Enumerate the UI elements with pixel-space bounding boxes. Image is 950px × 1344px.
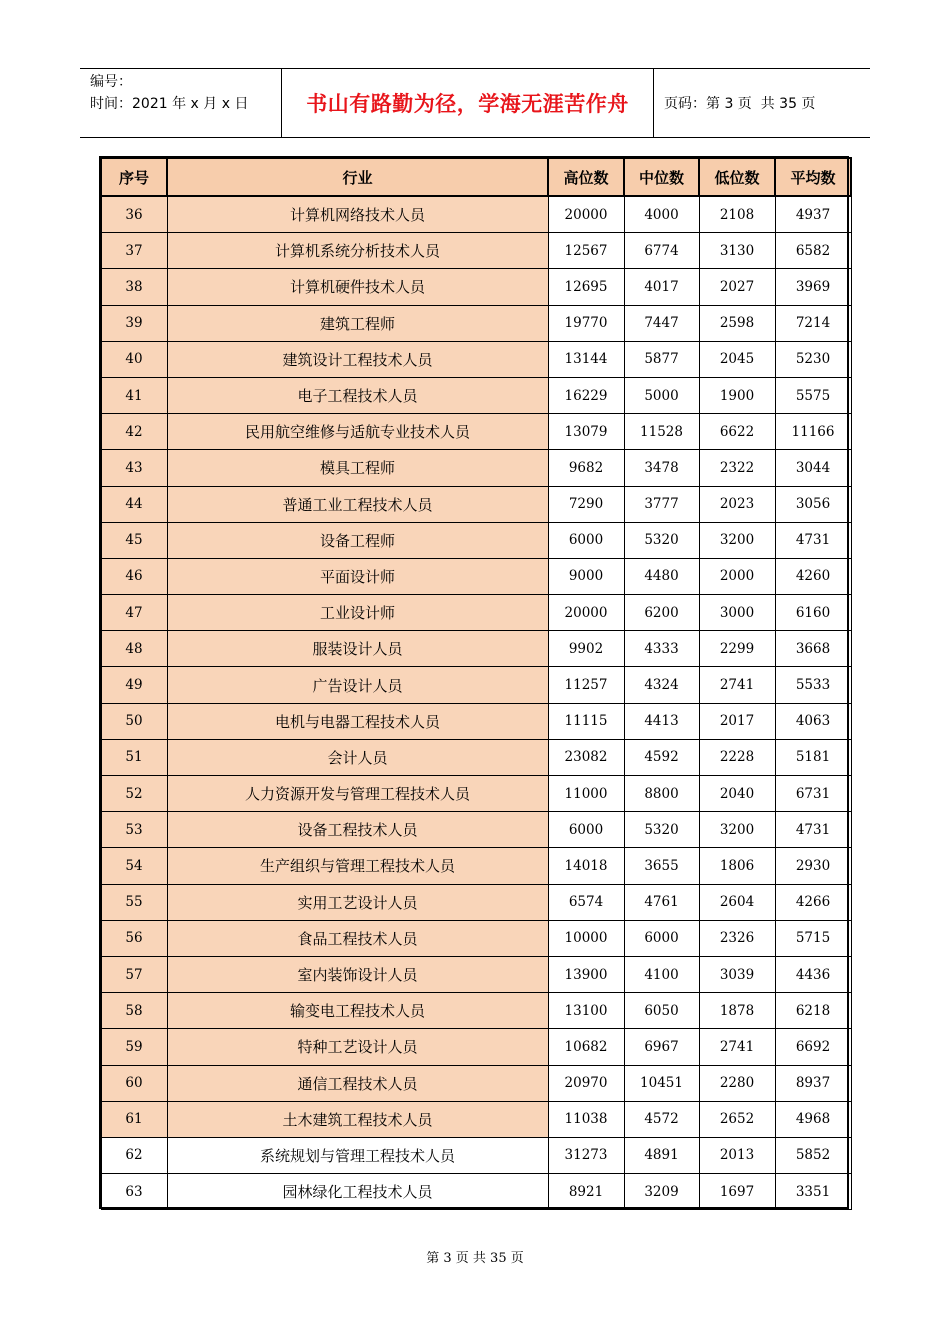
col-header-industry: 行业 bbox=[167, 158, 548, 196]
cell-industry: 电机与电器工程技术人员 bbox=[167, 703, 548, 739]
cell-average: 4937 bbox=[775, 196, 851, 233]
cell-high: 8921 bbox=[548, 1174, 624, 1210]
cell-index: 42 bbox=[101, 414, 167, 450]
cell-low: 3200 bbox=[699, 522, 775, 558]
table-row bbox=[101, 703, 851, 739]
cell-median: 5000 bbox=[624, 377, 699, 413]
cell-index: 46 bbox=[101, 558, 167, 594]
salary-table bbox=[100, 157, 852, 1210]
cell-industry: 输变电工程技术人员 bbox=[167, 993, 548, 1029]
cell-industry: 模具工程师 bbox=[167, 450, 548, 486]
cell-average: 5852 bbox=[775, 1137, 851, 1173]
cell-high: 11115 bbox=[548, 703, 624, 739]
cell-index: 57 bbox=[101, 956, 167, 992]
cell-median: 3209 bbox=[624, 1174, 699, 1210]
cell-average: 4266 bbox=[775, 884, 851, 920]
cell-low: 2299 bbox=[699, 631, 775, 667]
table-row bbox=[101, 1065, 851, 1101]
cell-low: 2000 bbox=[699, 558, 775, 594]
cell-average: 6731 bbox=[775, 776, 851, 812]
cell-industry: 建筑工程师 bbox=[167, 305, 548, 341]
cell-index: 52 bbox=[101, 776, 167, 812]
cell-industry: 广告设计人员 bbox=[167, 667, 548, 703]
cell-index: 41 bbox=[101, 377, 167, 413]
cell-high: 12567 bbox=[548, 233, 624, 269]
cell-index: 56 bbox=[101, 920, 167, 956]
cell-industry: 系统规划与管理工程技术人员 bbox=[167, 1137, 548, 1173]
cell-average: 3056 bbox=[775, 486, 851, 522]
cell-median: 4333 bbox=[624, 631, 699, 667]
table-row bbox=[101, 920, 851, 956]
cell-median: 4761 bbox=[624, 884, 699, 920]
cell-average: 2930 bbox=[775, 848, 851, 884]
page-info: 页码：第 3 页 共 35 页 bbox=[664, 96, 816, 112]
cell-high: 20000 bbox=[548, 595, 624, 631]
cell-high: 6000 bbox=[548, 522, 624, 558]
cell-median: 6774 bbox=[624, 233, 699, 269]
cell-average: 4436 bbox=[775, 956, 851, 992]
table-row bbox=[101, 739, 851, 775]
cell-high: 10000 bbox=[548, 920, 624, 956]
cell-high: 13144 bbox=[548, 341, 624, 377]
cell-industry: 建筑设计工程技术人员 bbox=[167, 341, 548, 377]
table-row bbox=[101, 956, 851, 992]
cell-median: 5877 bbox=[624, 341, 699, 377]
cell-median: 6050 bbox=[624, 993, 699, 1029]
cell-high: 10682 bbox=[548, 1029, 624, 1065]
cell-average: 6160 bbox=[775, 595, 851, 631]
cell-industry: 平面设计师 bbox=[167, 558, 548, 594]
cell-industry: 电子工程技术人员 bbox=[167, 377, 548, 413]
cell-low: 1900 bbox=[699, 377, 775, 413]
cell-index: 58 bbox=[101, 993, 167, 1029]
cell-average: 5575 bbox=[775, 377, 851, 413]
cell-index: 62 bbox=[101, 1137, 167, 1173]
cell-high: 6574 bbox=[548, 884, 624, 920]
cell-index: 50 bbox=[101, 703, 167, 739]
cell-high: 12695 bbox=[548, 269, 624, 305]
cell-average: 5533 bbox=[775, 667, 851, 703]
cell-average: 5181 bbox=[775, 739, 851, 775]
cell-index: 38 bbox=[101, 269, 167, 305]
cell-high: 11038 bbox=[548, 1101, 624, 1137]
table-row bbox=[101, 1137, 851, 1173]
cell-median: 6000 bbox=[624, 920, 699, 956]
cell-high: 13079 bbox=[548, 414, 624, 450]
cell-low: 2013 bbox=[699, 1137, 775, 1173]
cell-low: 2045 bbox=[699, 341, 775, 377]
cell-index: 51 bbox=[101, 739, 167, 775]
cell-average: 3969 bbox=[775, 269, 851, 305]
cell-industry: 普通工业工程技术人员 bbox=[167, 486, 548, 522]
cell-low: 2322 bbox=[699, 450, 775, 486]
cell-average: 6218 bbox=[775, 993, 851, 1029]
cell-index: 63 bbox=[101, 1174, 167, 1210]
table-row bbox=[101, 196, 851, 233]
cell-industry: 计算机系统分析技术人员 bbox=[167, 233, 548, 269]
cell-low: 3200 bbox=[699, 812, 775, 848]
number-label: 编号： bbox=[90, 74, 132, 90]
cell-industry: 设备工程师 bbox=[167, 522, 548, 558]
cell-low: 2023 bbox=[699, 486, 775, 522]
cell-industry: 特种工艺设计人员 bbox=[167, 1029, 548, 1065]
table-header-row bbox=[101, 158, 851, 196]
cell-industry: 通信工程技术人员 bbox=[167, 1065, 548, 1101]
time-label: 时间：2021 年 x 月 x 日 bbox=[90, 96, 249, 112]
cell-low: 2741 bbox=[699, 667, 775, 703]
col-header-median: 中位数 bbox=[624, 158, 699, 196]
cell-median: 4891 bbox=[624, 1137, 699, 1173]
col-header-low: 低位数 bbox=[699, 158, 775, 196]
table-row bbox=[101, 776, 851, 812]
cell-low: 2652 bbox=[699, 1101, 775, 1137]
cell-median: 4572 bbox=[624, 1101, 699, 1137]
cell-index: 54 bbox=[101, 848, 167, 884]
cell-high: 9902 bbox=[548, 631, 624, 667]
cell-index: 43 bbox=[101, 450, 167, 486]
header-motto-cell bbox=[282, 69, 654, 137]
cell-high: 9000 bbox=[548, 558, 624, 594]
header-meta bbox=[80, 69, 282, 137]
cell-index: 48 bbox=[101, 631, 167, 667]
cell-median: 4000 bbox=[624, 196, 699, 233]
cell-average: 11166 bbox=[775, 414, 851, 450]
cell-median: 4324 bbox=[624, 667, 699, 703]
cell-industry: 工业设计师 bbox=[167, 595, 548, 631]
cell-index: 45 bbox=[101, 522, 167, 558]
cell-low: 3039 bbox=[699, 956, 775, 992]
cell-median: 6200 bbox=[624, 595, 699, 631]
cell-index: 39 bbox=[101, 305, 167, 341]
cell-high: 13900 bbox=[548, 956, 624, 992]
cell-median: 3478 bbox=[624, 450, 699, 486]
cell-average: 6692 bbox=[775, 1029, 851, 1065]
cell-industry: 服装设计人员 bbox=[167, 631, 548, 667]
cell-high: 6000 bbox=[548, 812, 624, 848]
cell-median: 4413 bbox=[624, 703, 699, 739]
cell-index: 60 bbox=[101, 1065, 167, 1101]
cell-high: 19770 bbox=[548, 305, 624, 341]
cell-low: 3130 bbox=[699, 233, 775, 269]
cell-high: 20000 bbox=[548, 196, 624, 233]
cell-index: 61 bbox=[101, 1101, 167, 1137]
cell-average: 4260 bbox=[775, 558, 851, 594]
cell-high: 16229 bbox=[548, 377, 624, 413]
cell-industry: 计算机网络技术人员 bbox=[167, 196, 548, 233]
cell-median: 4480 bbox=[624, 558, 699, 594]
cell-high: 11257 bbox=[548, 667, 624, 703]
col-header-high: 高位数 bbox=[548, 158, 624, 196]
cell-average: 4968 bbox=[775, 1101, 851, 1137]
cell-low: 2017 bbox=[699, 703, 775, 739]
cell-median: 3655 bbox=[624, 848, 699, 884]
cell-index: 47 bbox=[101, 595, 167, 631]
cell-median: 6967 bbox=[624, 1029, 699, 1065]
table-row bbox=[101, 269, 851, 305]
cell-industry: 民用航空维修与适航专业技术人员 bbox=[167, 414, 548, 450]
cell-low: 6622 bbox=[699, 414, 775, 450]
cell-index: 53 bbox=[101, 812, 167, 848]
table-row bbox=[101, 486, 851, 522]
cell-industry: 人力资源开发与管理工程技术人员 bbox=[167, 776, 548, 812]
cell-index: 59 bbox=[101, 1029, 167, 1065]
table-row bbox=[101, 848, 851, 884]
col-header-index: 序号 bbox=[101, 158, 167, 196]
cell-industry: 会计人员 bbox=[167, 739, 548, 775]
cell-low: 3000 bbox=[699, 595, 775, 631]
table-row bbox=[101, 377, 851, 413]
cell-median: 10451 bbox=[624, 1065, 699, 1101]
cell-low: 2027 bbox=[699, 269, 775, 305]
cell-high: 14018 bbox=[548, 848, 624, 884]
cell-median: 4100 bbox=[624, 956, 699, 992]
cell-average: 4731 bbox=[775, 522, 851, 558]
cell-average: 3351 bbox=[775, 1174, 851, 1210]
table-row bbox=[101, 1029, 851, 1065]
cell-average: 6582 bbox=[775, 233, 851, 269]
cell-industry: 室内装饰设计人员 bbox=[167, 956, 548, 992]
cell-low: 2326 bbox=[699, 920, 775, 956]
cell-low: 1806 bbox=[699, 848, 775, 884]
cell-low: 2108 bbox=[699, 196, 775, 233]
table-row bbox=[101, 667, 851, 703]
cell-high: 7290 bbox=[548, 486, 624, 522]
cell-average: 8937 bbox=[775, 1065, 851, 1101]
cell-average: 3044 bbox=[775, 450, 851, 486]
table-row bbox=[101, 1174, 851, 1210]
page-header bbox=[80, 68, 870, 138]
cell-low: 1878 bbox=[699, 993, 775, 1029]
cell-average: 4731 bbox=[775, 812, 851, 848]
col-header-average: 平均数 bbox=[775, 158, 851, 196]
table-row bbox=[101, 522, 851, 558]
cell-index: 37 bbox=[101, 233, 167, 269]
table-row bbox=[101, 414, 851, 450]
cell-median: 11528 bbox=[624, 414, 699, 450]
cell-index: 40 bbox=[101, 341, 167, 377]
cell-average: 5230 bbox=[775, 341, 851, 377]
cell-industry: 生产组织与管理工程技术人员 bbox=[167, 848, 548, 884]
table-row bbox=[101, 450, 851, 486]
cell-high: 20970 bbox=[548, 1065, 624, 1101]
table-row bbox=[101, 812, 851, 848]
table-row bbox=[101, 631, 851, 667]
page-footer: 第 3 页 共 35 页 bbox=[426, 1251, 524, 1266]
table-row bbox=[101, 1101, 851, 1137]
cell-low: 1697 bbox=[699, 1174, 775, 1210]
cell-high: 13100 bbox=[548, 993, 624, 1029]
cell-industry: 设备工程技术人员 bbox=[167, 812, 548, 848]
cell-low: 2741 bbox=[699, 1029, 775, 1065]
cell-median: 4017 bbox=[624, 269, 699, 305]
cell-median: 8800 bbox=[624, 776, 699, 812]
table-row bbox=[101, 233, 851, 269]
cell-median: 3777 bbox=[624, 486, 699, 522]
cell-low: 2598 bbox=[699, 305, 775, 341]
cell-median: 4592 bbox=[624, 739, 699, 775]
cell-index: 55 bbox=[101, 884, 167, 920]
table-row bbox=[101, 341, 851, 377]
cell-industry: 计算机硬件技术人员 bbox=[167, 269, 548, 305]
cell-low: 2040 bbox=[699, 776, 775, 812]
motto-text: 书山有路勤为径，学海无涯苦作舟 bbox=[306, 92, 629, 116]
table-row bbox=[101, 558, 851, 594]
header-page-info-cell bbox=[654, 69, 870, 137]
table-row bbox=[101, 884, 851, 920]
cell-index: 36 bbox=[101, 196, 167, 233]
cell-high: 31273 bbox=[548, 1137, 624, 1173]
cell-high: 9682 bbox=[548, 450, 624, 486]
cell-median: 5320 bbox=[624, 522, 699, 558]
cell-median: 7447 bbox=[624, 305, 699, 341]
cell-average: 7214 bbox=[775, 305, 851, 341]
cell-index: 44 bbox=[101, 486, 167, 522]
cell-industry: 实用工艺设计人员 bbox=[167, 884, 548, 920]
cell-high: 23082 bbox=[548, 739, 624, 775]
cell-industry: 食品工程技术人员 bbox=[167, 920, 548, 956]
cell-average: 4063 bbox=[775, 703, 851, 739]
cell-industry: 园林绿化工程技术人员 bbox=[167, 1174, 548, 1210]
table-row bbox=[101, 305, 851, 341]
table-body bbox=[101, 196, 851, 1210]
cell-average: 3668 bbox=[775, 631, 851, 667]
cell-industry: 土木建筑工程技术人员 bbox=[167, 1101, 548, 1137]
cell-high: 11000 bbox=[548, 776, 624, 812]
cell-low: 2228 bbox=[699, 739, 775, 775]
cell-index: 49 bbox=[101, 667, 167, 703]
cell-median: 5320 bbox=[624, 812, 699, 848]
cell-low: 2280 bbox=[699, 1065, 775, 1101]
cell-average: 5715 bbox=[775, 920, 851, 956]
table-row bbox=[101, 595, 851, 631]
cell-low: 2604 bbox=[699, 884, 775, 920]
table-row bbox=[101, 993, 851, 1029]
